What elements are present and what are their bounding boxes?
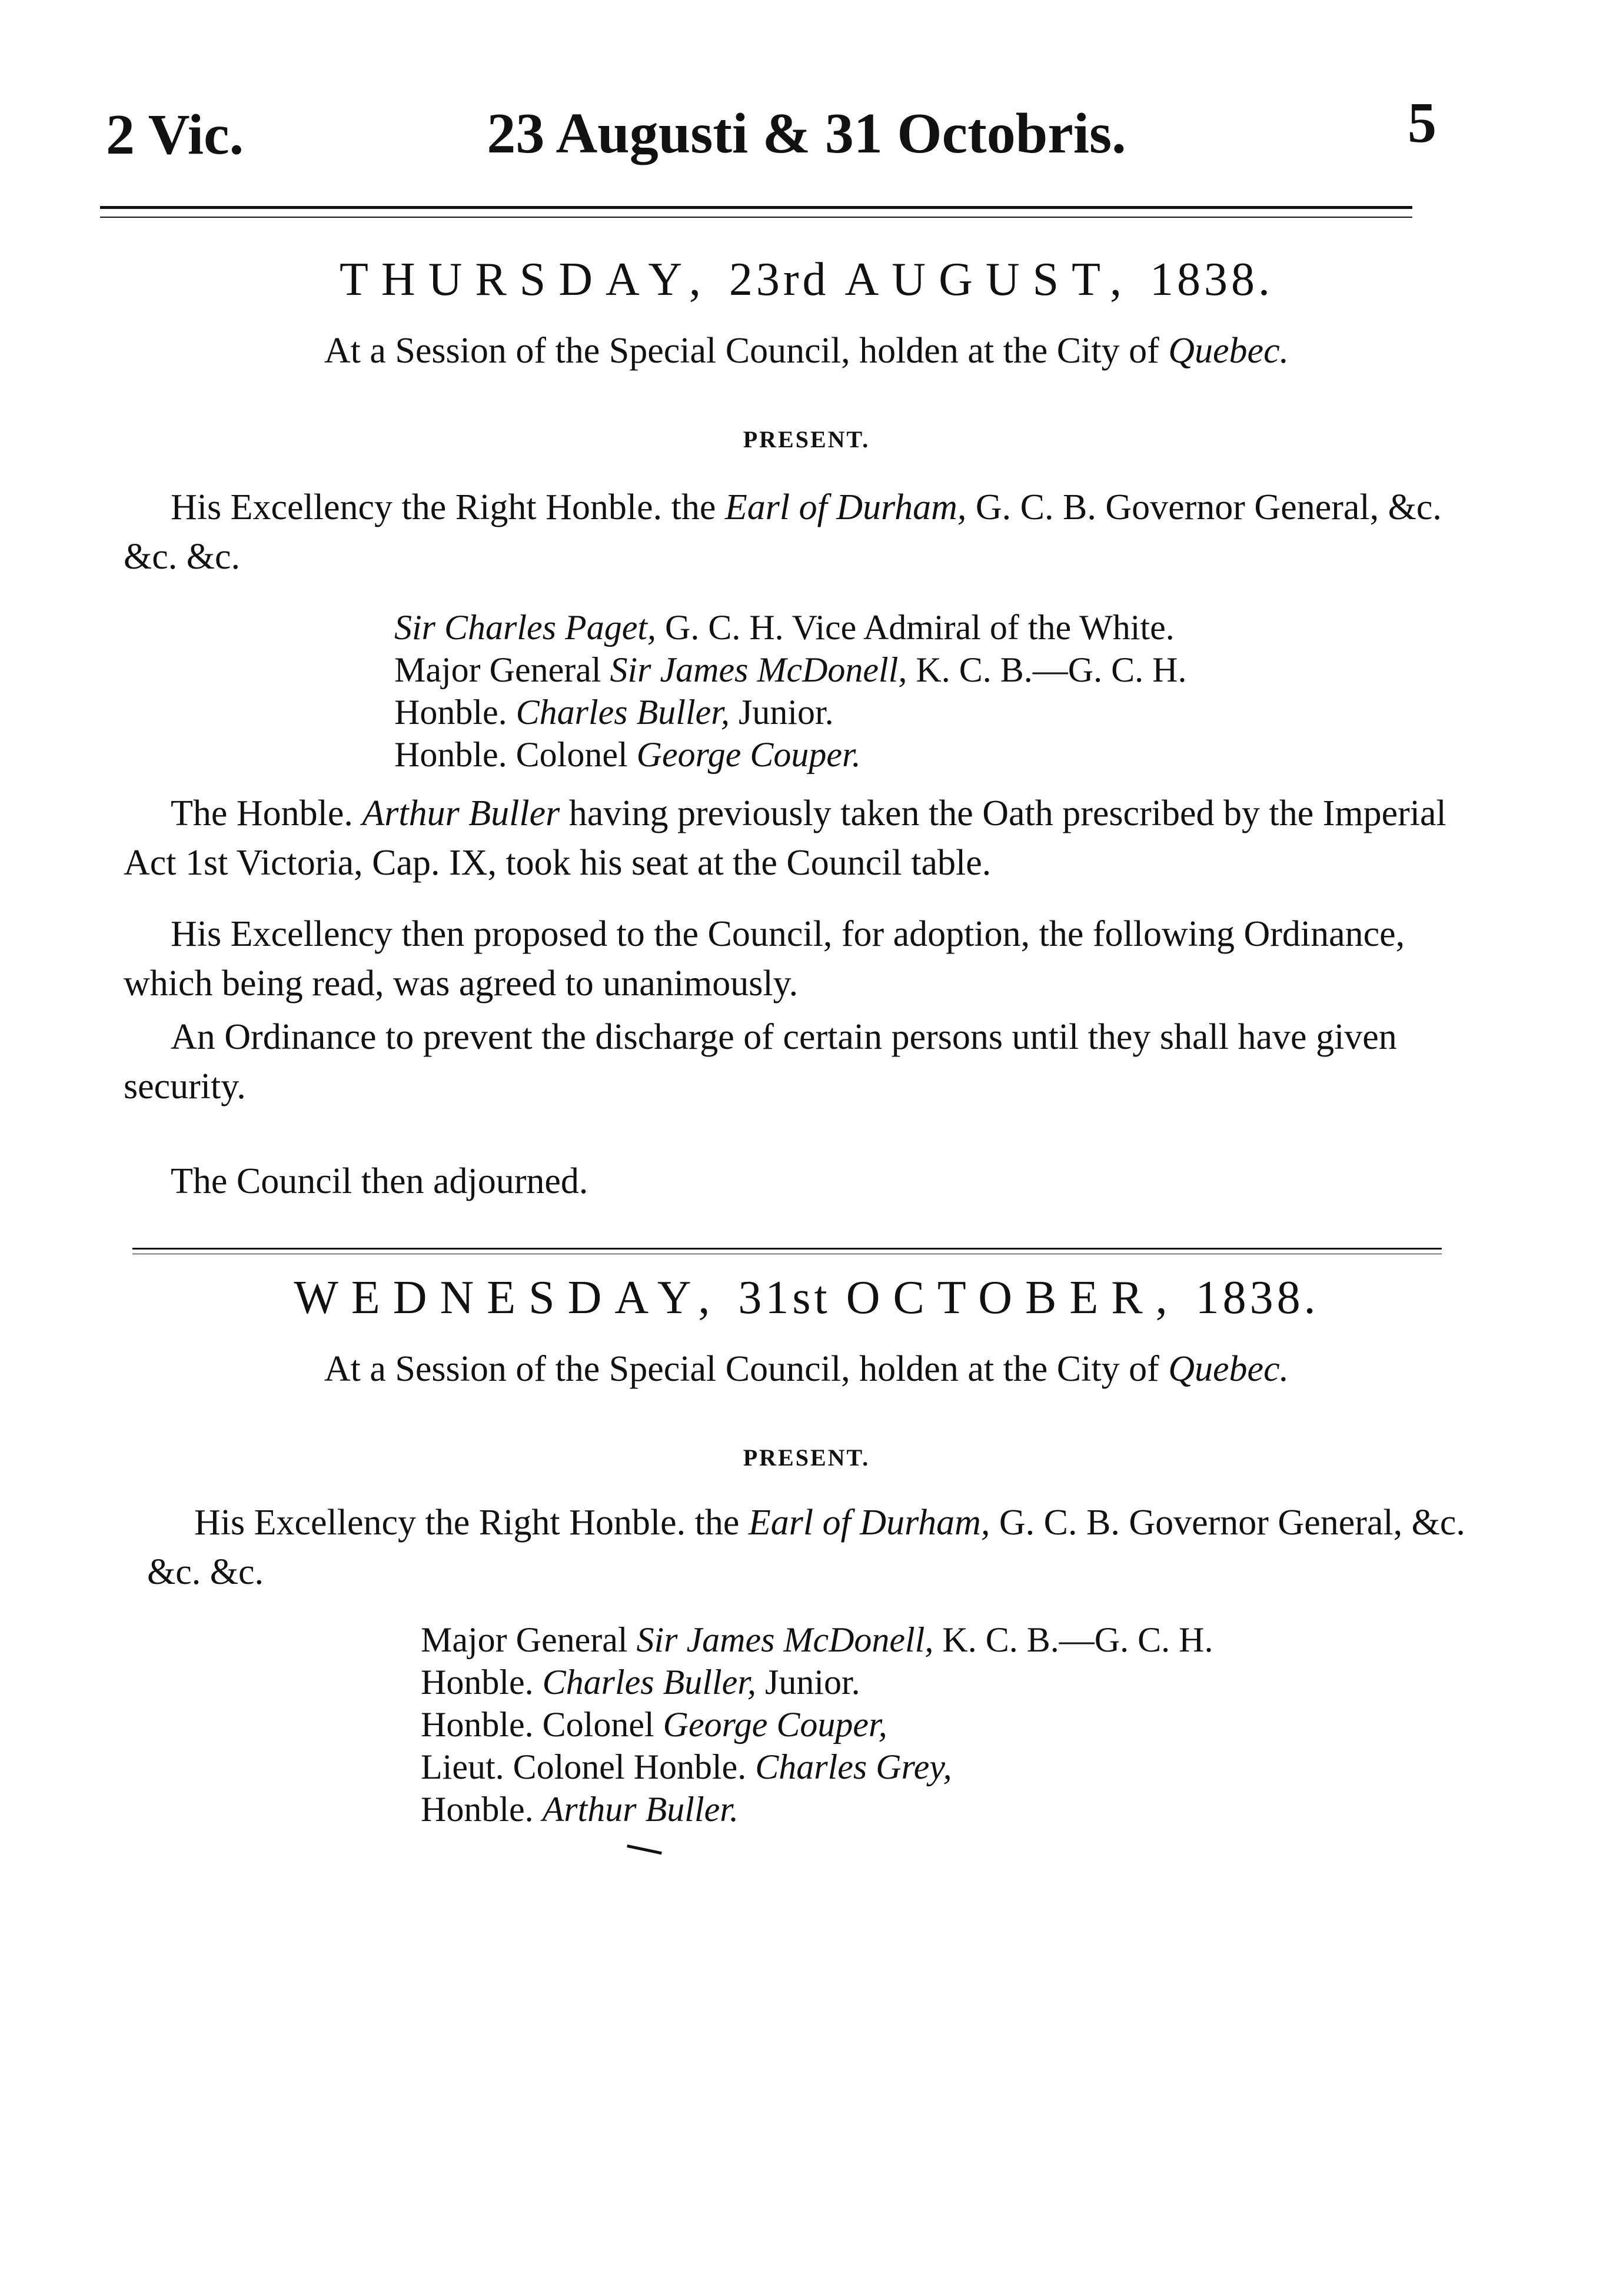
section1-adjourned-line: The Council then adjourned. [171,1161,588,1201]
running-title: 23 Augusti & 31 Octobris. [487,102,1126,165]
section1-session-line: At a Session of the Special Council, holden at the City of Quebec. [324,331,1289,371]
header-rule-bottom [100,217,1412,218]
page-number: 5 [1408,91,1436,155]
list-item: Lieut. Colonel Honble. Charles Grey, [421,1747,952,1786]
section2-session-line: At a Session of the Special Council, holden at the City of Quebec. [324,1349,1289,1389]
list-item: Honble. Charles Buller, Junior. [394,693,834,732]
section2-present-label: PRESENT. [743,1444,870,1471]
regnal-year: 2 Vic. [106,103,244,167]
list-item: Honble. Colonel George Couper, [421,1705,887,1744]
section1-ordinance-paragraph: An Ordinance to prevent the discharge of certain persons until they shall have given security. [124,1017,1397,1107]
list-item: Honble. Colonel George Couper. [394,735,861,774]
section1-date-heading: THURSDAY, 23rd AUGUST, 1838. [339,254,1274,305]
header-rule-top [100,206,1412,209]
section1-present-label: PRESENT. [743,426,870,453]
closing-dash [627,1845,662,1855]
list-item: Sir Charles Paget, G. C. H. Vice Admiral of the White. [394,608,1175,647]
section1-members-list [394,606,1186,776]
section2-members-list [421,1619,1213,1830]
list-item: Honble. Charles Buller, Junior. [421,1663,860,1702]
list-item: Major General Sir James McDonell, K. C. B.—G. C. H. [421,1620,1213,1659]
list-item: Major General Sir James McDonell, K. C. B.—G. C. H. [394,650,1187,689]
section1-oath-paragraph: The Honble. Arthur Buller having previously taken the Oath prescribed by the Imperial Act 1st Victoria, Cap. IX, took his seat at the Council table. [124,793,1446,883]
section1-presiding-paragraph: His Excellency the Right Honble. the Earl of Durham, G. C. B. Governor General, &c. &c. &c. [124,487,1442,577]
section2-presiding-paragraph: His Excellency the Right Honble. the Earl of Durham, G. C. B. Governor General, &c. &c. &c. [147,1503,1465,1592]
section-divider [132,1248,1442,1250]
section2-date-heading: WEDNESDAY, 31st OCTOBER, 1838. [294,1272,1319,1324]
list-item: Honble. Arthur Buller. [421,1790,739,1829]
section1-proposal-paragraph: His Excellency then proposed to the Council, for adoption, the following Ordinance, which being read, was agreed to unanimously. [124,914,1405,1004]
